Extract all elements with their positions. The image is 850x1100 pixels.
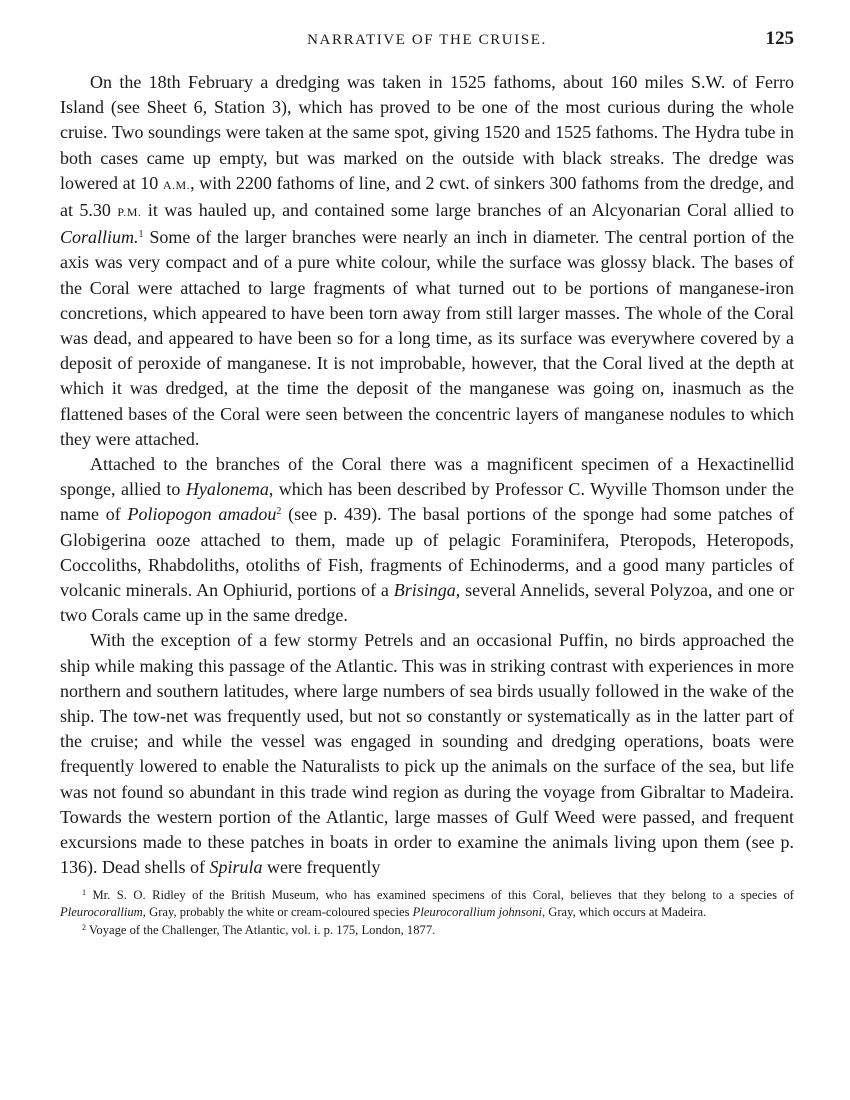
footnote-ref-2: 2 [276,506,282,518]
text-run: Voyage of the Challenger, The Atlantic, vol. i. p. 175, London, 1877. [86,922,436,937]
text-run: On the 18th February a dredging was taken in 1525 fathoms, about 160 miles S.W. of Ferro Island (see Sheet 6, Station 3), which has proved to be one of the most curious during the whole cruise. Two soundings were taken at the same spot, giving 1520 and 1525 fathoms. The Hydra tube in both cases came up empty, but was marked on the outside with black streaks. The dredge was lowered at 10 [60,72,794,193]
page-header [60,28,794,58]
genus-name: Corallium. [60,227,139,248]
text-run: , Gray, probably the white or cream-coloured species [142,905,413,919]
text-run: it was hauled up, and contained some large branches of an Alcyonarian Coral allied to [141,200,794,221]
genus-name: Pleurocorallium [60,905,143,919]
page-number: 125 [765,28,794,49]
running-head: NARRATIVE OF THE CRUISE. [307,32,547,48]
text-run: , which has been described by Professor C. Wyville Thomson under the name of [60,479,794,525]
body-text [60,70,794,881]
genus-name: Spirula [209,857,263,878]
text-run: (see p. 439). The basal portions of the sponge had some patches of Globigerina ooze attached to them, made up of pelagic Foraminifera, Pteropods, Heteropods, Coccoliths, Rhabdoliths, otoliths of Fish, fragments of Echinoderms, and a good many particles of volcanic minerals. An Ophiurid, portions of a [60,504,795,601]
text-run: , Gray, which occurs at Madeira. [541,905,707,919]
paragraph-birds [60,628,794,880]
footnotes [60,887,794,940]
text-run: With the exception of a few stormy Petrels and an occasional Puffin, no birds approached the ship while making this passage of the Atlantic. This was in striking contrast with experiences in more northern and southern latitudes, where large numbers of sea birds usually followed in the wake of the ship. The tow-net was frequently used, but not so constantly or systematically as in the latter part of the cruise; and while the vessel was engaged in sounding and dredging operations, boats were frequently lowered to enable the Naturalists to pick up the animals on the surface of the sea, but life was not found so abundant in this trade wind region as during the voyage from Gibraltar to Madeira. Towards the western portion of the Atlantic, large masses of Gulf Weed were passed, and frequent excursions made to these patches in boats in order to examine the animals living upon them (see p. 136). Dead shells of [60,630,794,878]
text-run: Attached to the branches of the Coral there was a magnificent specimen of a Hexactinellid sponge, allied to [60,454,794,500]
footnote-ref-1: 1 [138,229,144,241]
footnote-1 [60,887,794,922]
species-name: Poliopogon amadou [127,504,277,525]
time-abbrev-am: A.M. [162,177,191,192]
genus-name: Hyalonema [185,479,269,500]
footnote-2 [60,922,794,940]
text-run: were frequently [262,857,381,878]
text-run: , with 2200 fathoms of line, and 2 cwt. of sinkers 300 fathoms from the dredge, and at 5.30 [60,172,794,221]
paragraph-dredging [60,70,794,452]
footnote-marker: 2 [82,922,86,932]
time-abbrev-pm: P.M. [117,205,142,220]
footnote-marker: 1 [82,887,86,897]
species-name: Pleurocorallium johnsoni [412,905,542,919]
document-page [60,28,794,939]
text-run: , several Annelids, several Polyzoa, and one or two Corals came up in the same dredge. [60,580,795,626]
paragraph-sponge [60,452,794,628]
text-run: Mr. S. O. Ridley of the British Museum, who has examined specimens of this Coral, believes that they belong to a species of [86,887,794,902]
genus-name: Brisinga [393,580,456,601]
text-run: Some of the larger branches were nearly an inch in diameter. The central portion of the axis was very compact and of a pure white colour, while the surface was glossy black. The bases of the Coral were attached to large fragments of what turned out to be portions of manganese-iron concretions, which appeared to have been torn away from still larger masses. The whole of the Coral was dead, and appeared to have been so for a long time, as its surface was everywhere covered by a deposit of peroxide of manganese. It is not improbable, however, that the Coral lived at the depth at which it was dredged, at the time the deposit of the manganese was going on, inasmuch as the flattened bases of the Coral were seen between the concentric layers of manganese nodules to which they were attached. [60,227,794,449]
